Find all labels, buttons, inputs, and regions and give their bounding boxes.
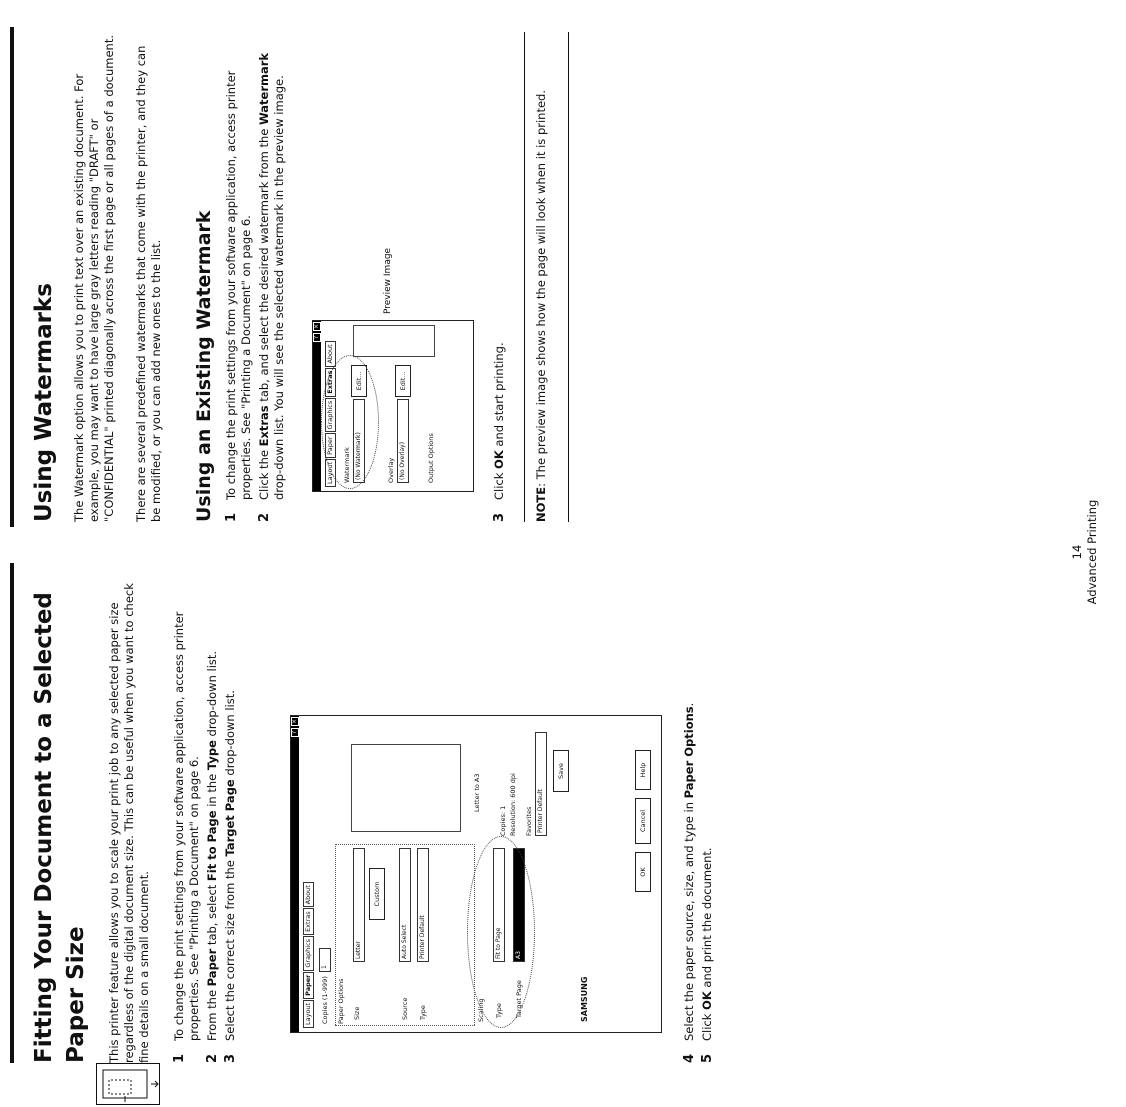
intro-paragraph-watermarks: The Watermark option allows you to print text over an existing document. For example, you may want to have large gray letters reading "DRAFT" or "CONFIDENTIAL" printed diagonally across the first page or all pages of a document. [72,34,116,522]
steps-fit-bottom [682,573,718,1063]
close-icon: × [313,323,320,330]
step-1 [224,32,254,522]
step-number: 2 [257,512,272,522]
scaling-type-label: Type [495,1003,503,1018]
dialog-titlebar [313,321,321,491]
tab-paper[interactable]: Paper [303,972,314,999]
copies-input[interactable]: 1 [319,948,331,972]
right-column [22,22,762,522]
help-icon: ? [291,728,299,737]
intro-paragraph-watermarks-2: There are several predefined watermarks that come with the printer, and they can be modified, or you can add new ones to the list. [134,45,163,522]
steps-watermark [224,32,290,522]
step-4 [682,573,697,1063]
type-label: Type [419,1005,427,1020]
preview-box [351,744,461,832]
note-bottom-rule [568,32,569,522]
note-label: NOTE [534,486,548,522]
step-text: From the Paper tab, select Fit to Page in the Type drop-down list. [205,650,219,1041]
step-number: 3 [492,512,507,522]
close-icon: × [291,718,298,725]
letter-to-a3-label: Letter to A3 [473,773,481,812]
cancel-button[interactable]: Cancel [635,798,651,844]
scaling-type-select[interactable]: Fit to Page [493,848,505,962]
step-text: Click OK and print the document. [700,847,714,1041]
step-text: To change the print settings from your software application, access printer properties. See "Printing a Document" on page 6. [172,611,201,1041]
favorites-select[interactable]: Printer Default [535,732,547,836]
highlight-oval [321,355,379,489]
dialog-tabs [303,882,314,1028]
step-3 [223,573,238,1063]
step-text: Select the paper source, size, and type in Paper Options. [682,702,696,1041]
type-select[interactable]: Printer Default [417,848,429,962]
note-text: : The preview image shows how the page will look when it is printed. [534,90,548,487]
section-title-fit: Fitting Your Document to a Selected Paper Size [31,592,89,1063]
tab-graphics[interactable]: Graphics [303,936,314,971]
note-top-rule [524,32,525,522]
tab-paper[interactable]: Paper [325,433,336,457]
size-label: Size [353,1006,361,1020]
ok-button[interactable]: OK [635,852,651,892]
tab-about[interactable]: About [325,341,336,366]
paper-tab-dialog [290,715,662,1033]
watermark-label: Watermark [343,447,351,483]
step-number: 2 [205,1053,220,1063]
tab-extras[interactable]: Extras [325,368,336,397]
custom-button[interactable]: Custom [369,868,385,920]
watermark-select[interactable]: (No Watermark) [353,399,365,483]
left-column [22,553,792,1063]
help-icon: ? [313,333,321,342]
step-text: Select the correct size from the Target Page drop-down list. [223,690,237,1041]
top-rule-left [10,563,14,1063]
favorites-label: Favorites [525,806,533,836]
resolution-info-label: Resolution: 600 dpi [509,773,517,836]
tab-layout[interactable]: Layout [303,1000,314,1028]
step-2 [205,573,220,1063]
copies-info-label: Copies: 1 [499,805,507,836]
target-page-select[interactable]: A3 [513,848,525,962]
preview-image-caption: Preview Image [383,247,393,314]
step-text: Click OK and start printing. [492,342,506,500]
overlay-edit-button[interactable]: Edit... [395,365,411,397]
step-number: 3 [223,1053,238,1063]
help-button[interactable]: Help [635,750,651,790]
step-number: 1 [224,512,239,522]
scaling-label: Scaling [477,998,485,1022]
step-text: Click the Extras tab, and select the desired watermark from the Watermark drop-down list. You will see the selected watermark in the preview image. [257,52,286,500]
step-number: 1 [172,1053,187,1063]
steps-watermark-bottom [492,32,510,522]
watermark-preview-box [353,325,435,357]
subsection-title-existing: Using an Existing Watermark [193,210,215,522]
step-number: 4 [682,1053,697,1063]
tab-extras[interactable]: Extras [303,908,314,935]
step-1 [172,573,202,1063]
target-page-label: Target Page [515,980,523,1018]
highlight-oval [467,836,535,1028]
footer-section: Advanced Printing [1085,499,1099,605]
samsung-logo: SAMSUNG [580,976,589,1022]
overlay-select[interactable]: (No Overlay) [397,399,409,483]
watermark-edit-button[interactable]: Edit... [351,365,367,397]
step-text: To change the print settings from your software application, access printer properties. See "Printing a Document" on page 6. [224,70,253,500]
source-label: Source [401,997,409,1020]
intro-paragraph-fit: This printer feature allows you to scale your print job to any selected paper size regardless of the digital document size. This can be useful when you want to check fine details on a small document. [107,583,151,1063]
step-3 [492,32,507,522]
extras-tab-dialog [312,320,474,492]
overlay-label: Overlay [387,457,395,483]
top-rule-right [10,27,14,527]
source-select[interactable]: Auto Select [399,848,411,962]
step-number: 5 [700,1053,715,1063]
copies-label: Copies (1-999) [321,976,329,1024]
section-title-watermarks: Using Watermarks [31,283,57,522]
output-options-label: Output Options [427,433,435,483]
paper-options-label: Paper Options [337,978,345,1024]
steps-fit-top [172,573,241,1063]
page-number: 14 [1070,544,1084,560]
tab-layout[interactable]: Layout [325,459,336,487]
step-2 [257,32,287,522]
save-button[interactable]: Save [553,750,569,792]
step-5 [700,573,715,1063]
page-footer [1070,477,1100,627]
tab-graphics[interactable]: Graphics [325,398,336,433]
note-paragraph [534,32,549,522]
dialog-titlebar [291,716,299,1032]
fit-to-page-icon [96,1063,160,1105]
size-select[interactable]: Letter [353,848,365,962]
tab-about[interactable]: About [303,882,314,907]
